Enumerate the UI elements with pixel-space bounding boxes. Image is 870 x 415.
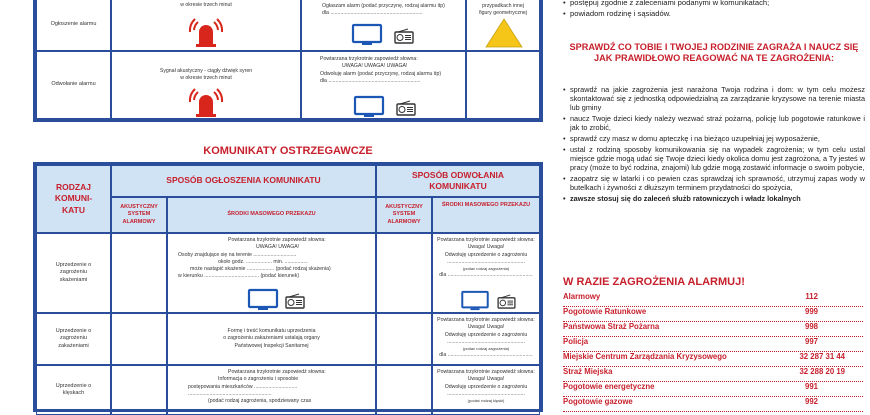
service-number: 112: [805, 292, 818, 301]
row-label-text: Ogłoszenie alarmu: [50, 21, 97, 28]
bullet-item: • postępuj zgodnie z zaleceniami podanymi w komunikatach;: [563, 0, 865, 8]
mass-media-cell: Powtarzana trzykrotnie zapowiedź słowna: Informacja o zagrożeniu i sposobie postępowania mieszkańców .............................. .......................................................... (podać rodzaj zagrożenia, spodziewany czas: [167, 365, 376, 415]
alarm-system-cell: [111, 313, 167, 365]
bullet-item: • sprawdź czy masz w domu apteczkę i na bieżąco uzupełniaj jej wyposażenie,: [563, 134, 865, 143]
signal-text: Sygnał akustyczny - ciągły dźwięk syren: [159, 68, 253, 74]
service-name: Alarmowy: [563, 292, 601, 301]
service-name: Miejskie Centrum Zarządzania Kryzysowego: [563, 352, 727, 361]
signal-text: w okresie trzech minut: [180, 75, 232, 82]
media-text: Ogłaszam alarm (podać przyczynę, rodzaj alarmu itp): [322, 3, 445, 9]
media-text: Powtarzana trzykrotnie zapowiedź słowna:: [320, 56, 418, 62]
mass-media-cell: Powtarzana trzykrotnie zapowiedź słowna: UWAGA! UWAGA! Osoby znajdujące się na terenie .............................. około godz. .................. min. ................ może nastąpić skażenie ................... (podać rodzaj skażenia) w kierunku ...................................... (podać kierunek): [167, 233, 376, 313]
media-text: Odwołuję alarm (podać przyczynę, rodzaj alarmu itp): [320, 70, 442, 77]
sub-header-mass-media: ŚRODKI MASOWEGO PRZEKAZU: [432, 197, 540, 233]
sub-header-alarm-system: AKUSTYCZNY SYSTEM ALARMOWY: [376, 197, 432, 233]
radio-icon: [285, 294, 305, 309]
emergency-number-row: [563, 382, 863, 397]
tv-icon: [248, 289, 278, 311]
service-number: 32 287 31 44: [799, 352, 845, 361]
mass-media-cell: Powtarzana trzykrotnie zapowiedź słowna: Uwaga! Uwaga! Odwołuję uprzedzenie o zagrożeniu ...................................................... (podać rodzaj zagrożenia) dla ...........................................................: [432, 233, 540, 313]
sub-header-alarm-system: AKUSTYCZNY SYSTEM ALARMOWY: [111, 197, 167, 233]
bullet-item: • zaopatrz się w latarki i co pewien czas sprawdzaj ich sprawność, utrzymuj zapas wody w butelkach i żywności z dłuższym terminem przydatności do spożycia,: [563, 174, 865, 192]
emergency-number-row: [563, 292, 863, 307]
mass-media-cell: Powtarzana trzykrotnie zapowiedź słowna: Uwaga! Uwaga! Odwołuję uprzedzenie o zagrożeniu ...................................................... (podać rodzaj klęski): [432, 365, 540, 415]
check-bullets: [563, 85, 865, 204]
emergency-number-row: [563, 397, 863, 412]
extra-text: figury geometrycznej: [479, 10, 527, 17]
signal-cell: [111, 51, 301, 119]
sub-header-mass-media: ŚRODKI MASOWEGO PRZEKAZU: [167, 197, 376, 233]
col-header-revoke: SPOSÓB ODWOŁANIA KOMUNIKATU: [376, 165, 540, 197]
alarm-system-cell: [111, 365, 167, 415]
siren-icon: [190, 84, 222, 118]
extra-text: przypadkach innej: [482, 3, 524, 9]
bullet-item: • powiadom rodzinę i sąsiadów.: [563, 9, 865, 19]
emergency-number-row: [563, 337, 863, 352]
mass-media-cell: Formę i treść komunikatu uprzedzenia o zagrożeniu zakażeniami ustalają organy Państwowej Inspekcji Sanitarnej: [167, 313, 376, 365]
extra-cell: [466, 51, 540, 119]
alarm-row-label: [36, 0, 111, 51]
siren-icon: [190, 14, 222, 48]
bullet-item: • ustal z rodziną sposoby komunikowania się na wypadek zagrożenia; w tym celu ustal miejsce gdzie mogą udać się Twoje dzieci kiedy okolica domu jest zagrożona, a Ty jesteś w pracy (może to być rodzina, znajomi) lub gdzie mogą zostawić informacje o swoim pobycie,: [563, 145, 865, 173]
check-heading: SPRAWDŹ CO TOBIE I TWOJEJ RODZINIE ZAGRAŻA I NAUCZ SIĘ JAK PRAWIDŁOWO REAGOWAĆ NA TE ZAGROŻENIA:: [569, 42, 859, 64]
top-bullets: [563, 0, 865, 20]
service-number: 32 288 20 19: [799, 367, 845, 376]
signal-cell: [111, 0, 301, 51]
alarm-system-cell: [111, 233, 167, 313]
service-number: 998: [804, 322, 818, 331]
warning-row-label: Uprzedzenie o zagrożeniu skażeniami: [36, 233, 111, 313]
tv-icon: [461, 291, 489, 311]
bullet-item: • zawsze stosuj się do zaleceń służb ratowniczych i władz lokalnych: [563, 194, 865, 203]
col-header-announce: SPOSÓB OGŁOSZENIA KOMUNIKATU: [111, 165, 376, 197]
radio-icon: [497, 295, 516, 309]
signal-text: w okresie trzech minut: [180, 2, 232, 8]
alarm-signals-table: [33, 0, 543, 122]
emergency-numbers-list: [563, 292, 863, 412]
warning-row-label: Uprzedzenie o klęskach: [36, 365, 111, 415]
radio-icon: [396, 101, 416, 116]
tv-icon: [354, 96, 384, 118]
mass-media-cell: Powtarzana trzykrotnie zapowiedź słowna: Uwaga! Uwaga! Odwołuję uprzedzenie o zagrożeniu ...................................................... (podać rodzaj zagrożenia) dla ...........................................................: [432, 313, 540, 365]
emergency-number-row: [563, 367, 863, 382]
row-label-text: Odwołanie alarmu: [51, 81, 96, 88]
warning-row-label: Uprzedzenie o zagrożeniu zakażeniami: [36, 313, 111, 365]
service-name: Pogotowie energetyczne: [563, 382, 655, 391]
emergency-number-row: [563, 352, 863, 367]
service-number: 992: [804, 397, 818, 406]
emergency-number-row: [563, 307, 863, 322]
media-text: dla ................................................................: [320, 77, 421, 84]
media-cell: [301, 51, 466, 119]
service-name: Państwowa Straż Pożarna: [563, 322, 660, 331]
extra-cell: [466, 0, 540, 51]
alarm-system-cell: [376, 233, 432, 313]
alarm-system-cell: [376, 365, 432, 415]
warnings-table: [33, 162, 543, 412]
media-text: dla ................................................................: [322, 10, 423, 17]
bullet-item: • naucz Twoje dzieci kiedy należy wezwać straż pożarną, policję lub pogotowie ratunkowe i jak to zrobić,: [563, 114, 865, 132]
tv-icon: [352, 24, 382, 46]
service-name: Pogotowie gazowe: [563, 397, 633, 406]
radio-icon: [394, 29, 414, 44]
bullet-item: • sprawdź na jakie zagrożenia jest narażona Twoja rodzina i dom: w tym celu możesz skontaktować się z jednostką odpowiedzialną za zarządzanie kryzysowe na terenie miasta lub gminy: [563, 85, 865, 113]
emergency-number-row: [563, 322, 863, 337]
media-text: UWAGA! UWAGA! UWAGA!: [342, 63, 408, 70]
service-name: Policja: [563, 337, 589, 346]
media-cell: [301, 0, 466, 51]
alarm-heading: W RAZIE ZAGROŻENIA ALARMUJ!: [563, 276, 745, 288]
alarm-row-label: [36, 51, 111, 119]
service-name: Pogotowie Ratunkowe: [563, 307, 647, 316]
service-name: Straż Miejska: [563, 367, 613, 376]
service-number: 997: [804, 337, 818, 346]
service-number: 999: [804, 307, 818, 316]
yellow-triangle-icon: [485, 18, 523, 48]
service-number: 991: [804, 382, 818, 391]
alarm-system-cell: [376, 313, 432, 365]
col-header-type: RODZAJ KOMUNI-KATU: [36, 165, 111, 233]
warnings-title: KOMUNIKATY OSTRZEGAWCZE: [203, 145, 373, 157]
